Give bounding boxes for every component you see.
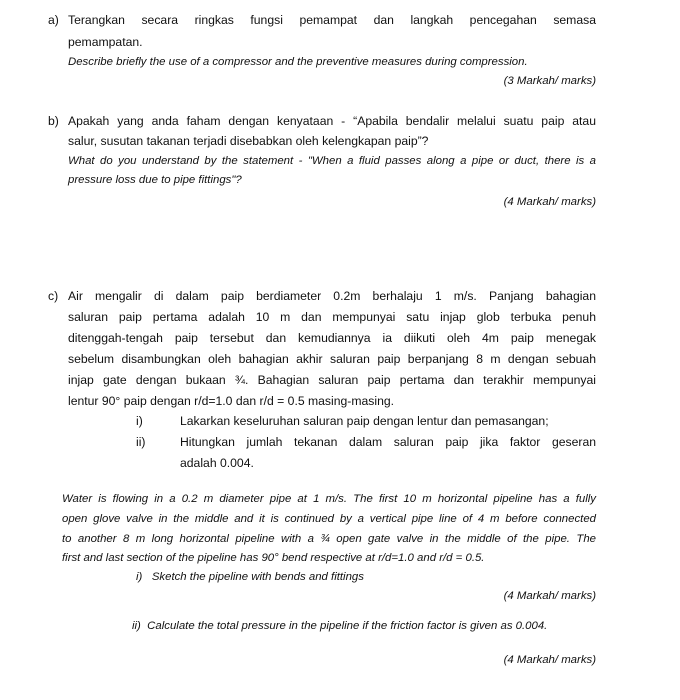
- question-a-malay-line-1: Terangkan secara ringkas fungsi pemampat dan langkah pencegahan semasa: [68, 13, 596, 27]
- question-c-malay-line-3: ditenggah-tengah paip tersebut dan kemudiannya ia diikuti oleh 4m paip menegak: [68, 331, 596, 345]
- question-c-english-line-1: Water is flowing in a 0.2 m diameter pipe at 1 m/s. The first 10 m horizontal pipeline has a fully: [62, 493, 596, 505]
- question-c-malay-line-5: injap gate dengan bukaan ¾. Bahagian saluran paip pertama dan terakhir mempunyai: [68, 373, 596, 387]
- subquestion-i-malay-text: Lakarkan keseluruhan saluran paip dengan lentur dan pemasangan;: [180, 414, 549, 428]
- question-b-marks: (4 Markah/ marks): [503, 196, 596, 208]
- question-c-malay-line-4: sebelum disambungkan oleh bahagian akhir saluran paip berpanjang 8 m dengan sebuah: [68, 352, 596, 366]
- subquestion-i-english-text: i) Sketch the pipeline with bends and fittings: [136, 571, 364, 583]
- question-c-malay-line-1: Air mengalir di dalam paip berdiameter 0.2m berhalaju 1 m/s. Panjang bahagian: [68, 289, 596, 303]
- subquestion-ii-english-text: ii) Calculate the total pressure in the pipeline if the friction factor is given as 0.004.: [132, 620, 548, 632]
- question-a-label: a): [48, 13, 59, 27]
- subquestion-i-marks: (4 Markah/ marks): [503, 590, 596, 602]
- question-a-english-text: Describe briefly the use of a compressor and the preventive measures during compression.: [68, 56, 528, 68]
- question-c-malay-line-6: lentur 90° paip dengan r/d=1.0 dan r/d = 0.5 masing-masing.: [68, 394, 395, 408]
- subquestion-ii-malay-line-2: adalah 0.004.: [180, 456, 254, 470]
- question-c-malay-line-2: saluran paip pertama adalah 10 m dan mempunyai satu injap glob terbuka penuh: [68, 310, 596, 324]
- question-b-english-line-1: What do you understand by the statement - "When a fluid passes along a pipe or duct, there is a: [68, 155, 596, 167]
- question-c-english-line-2: open glove valve in the middle and it is continued by a vertical pipe line of 4 m before connected: [62, 513, 596, 525]
- question-b-malay-line-2: salur, susutan takanan terjadi disebabkan oleh kelengkapan paip”?: [68, 134, 429, 148]
- question-c-label: c): [48, 289, 59, 303]
- question-a-malay-line-2: pemampatan.: [68, 35, 143, 49]
- question-c-english-line-3: to another 8 m long horizontal pipeline with a ¾ open gate valve in the middle of the pipe. The: [62, 533, 596, 545]
- subquestion-ii-label: ii): [136, 435, 146, 449]
- question-b-english-line-2: pressure loss due to pipe fittings"?: [68, 174, 242, 186]
- subquestion-ii-malay-line-1: Hitungkan jumlah tekanan dalam saluran paip jika faktor geseran: [180, 435, 596, 449]
- subquestion-i-label: i): [136, 414, 143, 428]
- question-a-marks: (3 Markah/ marks): [503, 75, 596, 87]
- question-c-english-line-4: first and last section of the pipeline has 90° bend respective at r/d=1.0 and r/d = 0.5.: [62, 552, 485, 564]
- subquestion-ii-marks: (4 Markah/ marks): [503, 654, 596, 666]
- question-b-label: b): [48, 114, 59, 128]
- question-b-malay-line-1: Apakah yang anda faham dengan kenyataan - “Apabila bendalir melalui suatu paip atau: [68, 114, 596, 128]
